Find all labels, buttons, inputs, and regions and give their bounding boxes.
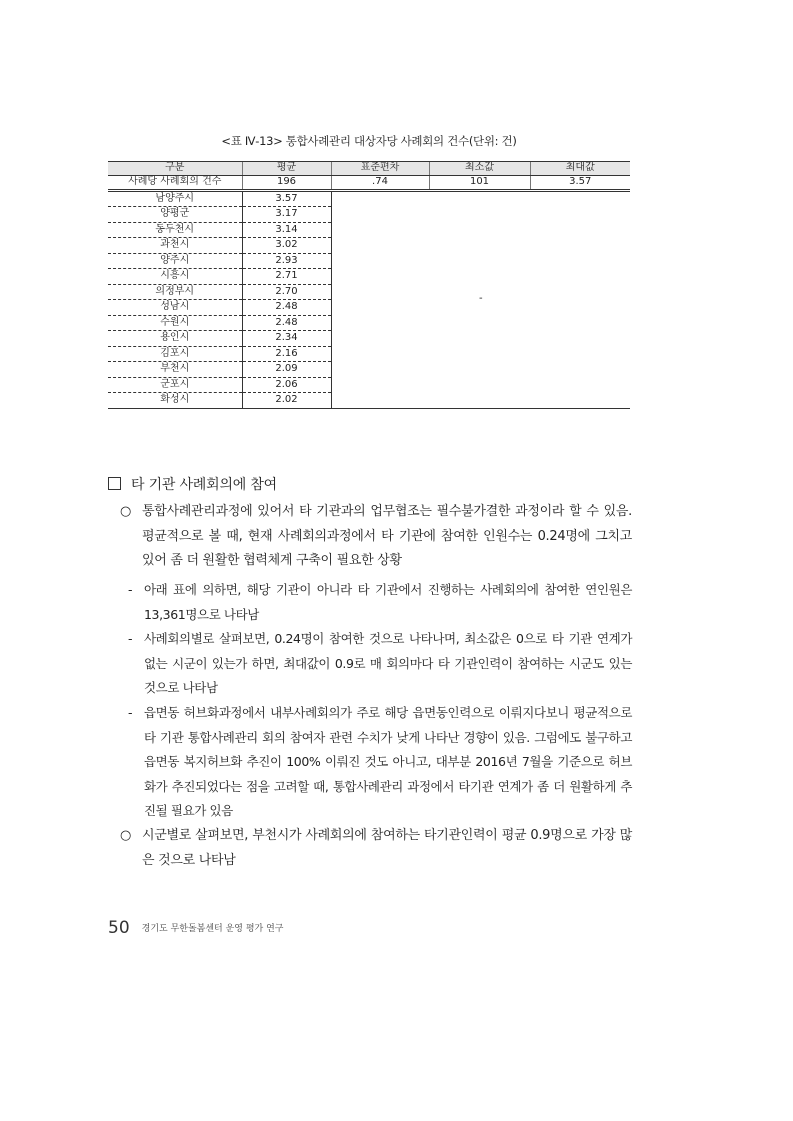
bullet-paragraph-1 xyxy=(120,500,632,574)
summary-mean: 196 xyxy=(242,175,331,190)
city-name: 군포시 xyxy=(108,377,242,393)
summary-label: 사례당 사례회의 건수 xyxy=(108,175,242,190)
dash-bullet-icon: - xyxy=(128,582,133,597)
summary-min: 101 xyxy=(429,175,530,190)
circle-bullet-icon: ○ xyxy=(120,828,132,843)
city-name: 양주시 xyxy=(108,253,242,269)
table-header-row xyxy=(108,162,630,176)
page-footer xyxy=(108,918,284,938)
header-min: 최소값 xyxy=(429,162,530,176)
checkbox-square-icon xyxy=(108,477,121,490)
city-name: 양평군 xyxy=(108,207,242,223)
table-row xyxy=(108,190,630,207)
bullet-text: 통합사례관리과정에 있어서 타 기관과의 업무협조는 필수불가결한 과정이라 할 수 있음. 평균적으로 볼 때, 현재 사례회의과정에서 타 기관에 참여한 인원수는 0.24명에 그치고 있어 좀 더 원활한 협력체계 구축이 필요한 상황 xyxy=(142,504,632,568)
table-caption: <표 Ⅳ-13> 통합사례관리 대상자당 사례회의 건수(단위: 건) xyxy=(221,134,517,148)
header-stddev: 표준편차 xyxy=(331,162,429,176)
dash-bullet-icon: - xyxy=(128,631,133,646)
city-mean-value: 3.57 xyxy=(242,190,331,207)
header-mean: 평균 xyxy=(242,162,331,176)
city-name: 남양주시 xyxy=(108,190,242,207)
city-name: 부천시 xyxy=(108,362,242,378)
header-max: 최대값 xyxy=(530,162,630,176)
city-name: 화성시 xyxy=(108,393,242,409)
sub-bullet-text: 읍면동 허브화과정에서 내부사례회의가 주로 해당 읍면동인력으로 이뤄지다보니 평균적으로 타 기관 통합사례관리 회의 참여자 관련 수치가 낮게 나타난 경향이 있음. 그럼에도 불구하고 읍면동 복지허브화 추진이 100% 이뤄진 것도 아니고, 대부분 2016년 7월을 기준으로 허브화가 추진되었다는 점을 고려할 때, 통합사례관리 과정에서 타기관 연계가 좀 더 원활하게 추진될 필요가 있음 xyxy=(144,705,632,818)
page-number: 50 xyxy=(108,918,130,938)
city-mean-value: 2.70 xyxy=(242,284,331,300)
summary-row xyxy=(108,175,630,190)
section-heading xyxy=(108,474,277,494)
summary-max: 3.57 xyxy=(530,175,630,190)
case-meeting-table xyxy=(108,161,630,409)
bullet-paragraph-2 xyxy=(120,824,632,873)
city-mean-value: 2.34 xyxy=(242,331,331,347)
city-name: 의정부시 xyxy=(108,284,242,300)
merged-empty-cell: - xyxy=(331,190,630,408)
city-mean-value: 2.09 xyxy=(242,362,331,378)
header-category: 구분 xyxy=(108,162,242,176)
dash-bullet-icon: - xyxy=(128,705,133,720)
city-mean-value: 2.48 xyxy=(242,315,331,331)
circle-bullet-icon: ○ xyxy=(120,504,132,519)
sub-bullet-text: 사례회의별로 살펴보면, 0.24명이 참여한 것으로 나타나며, 최소값은 0으로 타 기관 연계가 없는 시군이 있는가 하면, 최대값이 0.9로 매 회의마다 타 기관인력이 참여하는 시군도 있는 것으로 나타남 xyxy=(144,631,632,695)
city-mean-value: 2.06 xyxy=(242,377,331,393)
sub-bullet-3 xyxy=(128,701,632,824)
city-mean-value: 2.71 xyxy=(242,269,331,285)
city-mean-value: 3.14 xyxy=(242,222,331,238)
city-name: 용인시 xyxy=(108,331,242,347)
city-name: 김포시 xyxy=(108,346,242,362)
city-name: 성남시 xyxy=(108,300,242,316)
section-title: 타 기관 사례회의에 참여 xyxy=(131,477,277,493)
summary-stddev: .74 xyxy=(331,175,429,190)
city-mean-value: 2.48 xyxy=(242,300,331,316)
city-mean-value: 2.02 xyxy=(242,393,331,409)
city-mean-value: 3.17 xyxy=(242,207,331,223)
city-name: 수원시 xyxy=(108,315,242,331)
sub-bullet-2 xyxy=(128,627,632,701)
sub-bullet-text: 아래 표에 의하면, 해당 기관이 아니라 타 기관에서 진행하는 사례회의에 참여한 연인원은 13,361명으로 나타남 xyxy=(144,582,632,622)
sub-bullet-1 xyxy=(128,578,632,627)
city-mean-value: 2.16 xyxy=(242,346,331,362)
city-mean-value: 3.02 xyxy=(242,238,331,254)
city-name: 동두천시 xyxy=(108,222,242,238)
city-mean-value: 2.93 xyxy=(242,253,331,269)
bullet-text: 시군별로 살펴보면, 부천시가 사례회의에 참여하는 타기관인력이 평균 0.9명으로 가장 많은 것으로 나타남 xyxy=(142,828,632,868)
city-name: 과천시 xyxy=(108,238,242,254)
city-name: 시흥시 xyxy=(108,269,242,285)
footer-title: 경기도 무한돌봄센터 운영 평가 연구 xyxy=(141,924,284,934)
